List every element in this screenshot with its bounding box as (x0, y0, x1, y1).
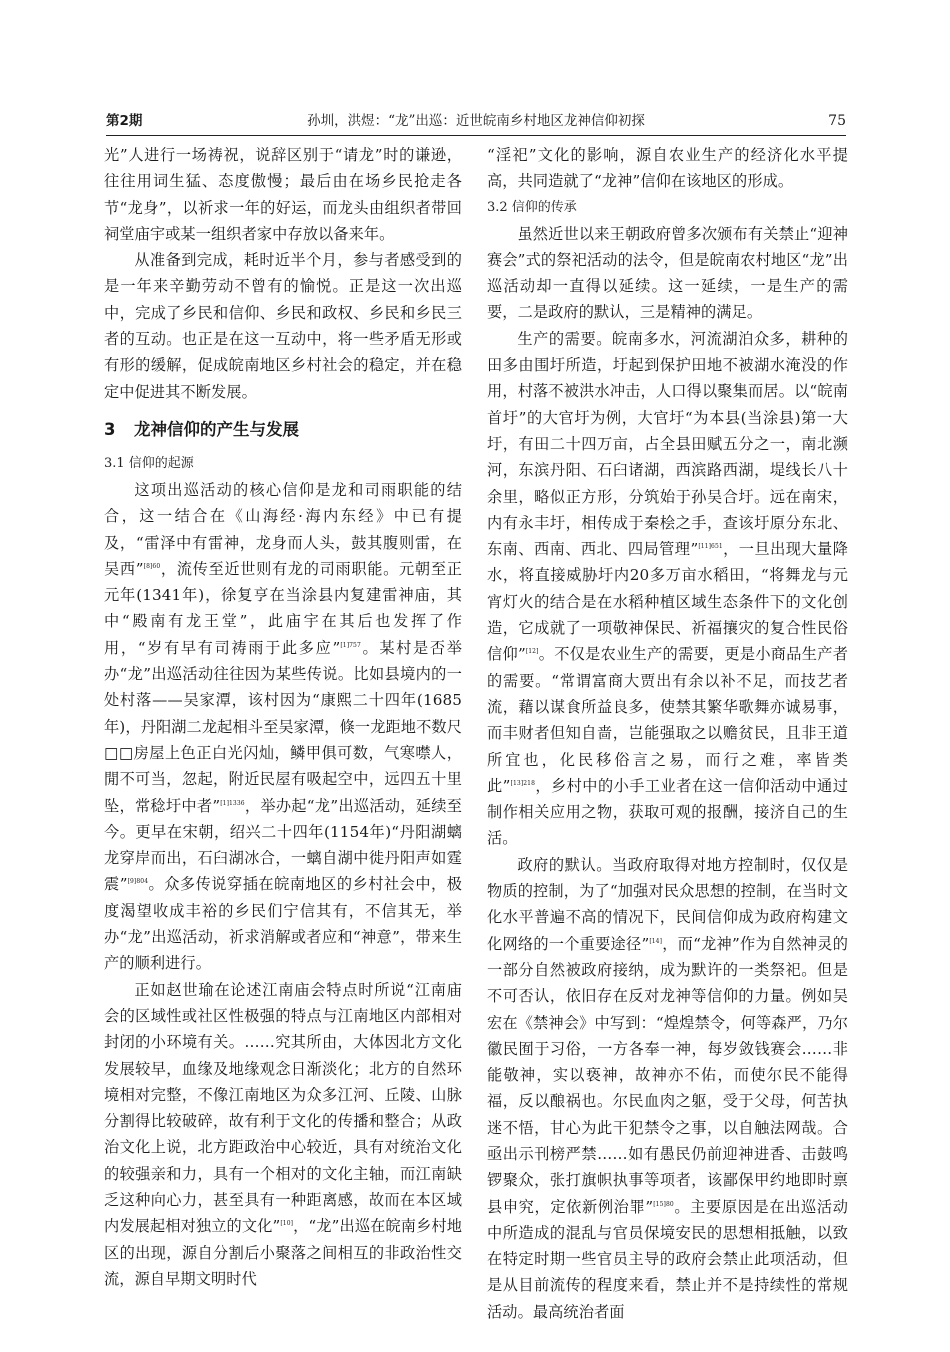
text-run: 。主要原因是在出巡活动中所造成的混乱与官员保境安民的思想相抵触，以致在特定时期一些官员主导的政府会禁止此项活动，但是从目前流传的程度来看，禁止并不是持续性的常规活动。最高统治者面 (487, 1197, 848, 1321)
text-run: ，“龙”出巡在皖南乡村地区的出现，源自分割后小聚落之间相互的非政治性交流，源自早期文明时代 (104, 1217, 463, 1288)
subsection-heading: 3.2 信仰的传承 (487, 199, 577, 215)
citation-ref: [12] (525, 648, 539, 656)
paragraph-continuation: “淫祀”文化的影响，源自农业生产的经济化水平提高，共同造就了“龙神”信仰在该地区的形成。 (487, 146, 848, 191)
citation-ref: [8]60 (143, 562, 161, 570)
text-run: 。众多传说穿插在皖南地区的乡村社会中，极度渴望收成丰裕的乡民们宁信其有，不信其无，举办“龙”出巡活动，祈求消解或者应和“神意”，带来生产的顺利进行。 (104, 875, 462, 973)
text-run: ，流传至近世则有龙的司雨职能。元朝至正元年(1341年)，徐复亨在当涂县内复建雷神庙，其中“殿南有龙王堂”，此庙宇在其后也发挥了作用，“岁有早有司祷雨于此多应” (104, 559, 462, 657)
citation-ref: [15]80 (653, 1200, 674, 1208)
left-column (104, 142, 462, 1292)
citation-ref: [13]218 (510, 779, 535, 787)
paragraph (487, 326, 848, 852)
running-title: 孙圳，洪煜：“龙”出巡：近世皖南乡村地区龙神信仰初探 (307, 113, 645, 129)
citation-ref: [10] (280, 1220, 294, 1228)
text-run: 。不仅是农业生产的需要，更是小商品生产者的需要。“常谓富商大贾出有余以补不足，而技艺者流，藉以谋食所益良多，使禁其繁华歌舞亦诚易事，而丰财者但知自啬，岂能强取之以赡贫民，且非王道所宜也，化民移俗言之易，而行之难，率皆类此” (487, 645, 848, 795)
text-run: ，而“龙神”作为自然神灵的一部分自然被政府接纳，成为默许的一类祭祀。但是不可否认，依旧存在反对龙神等信仰的力量。例如吴宏在《禁神会》中写到：“煌煌禁令，何等森严，乃尔徽民囿于习俗，一方各奉一神，每岁敛钱赛会……非能敬神，实以亵神，故神亦不佑，而使尔民不能得福，反以酿祸也。尔民血肉之躯，受于父母，何苦执迷不悟，甘心为此干犯禁令之事，以自触法网哉。合亟出示刊榜严禁……如有愚民仍前迎神进香、击鼓鸣锣聚众，张打旗帜执事等项者，该鄙保甲约地即时禀县申究，定依新例治罪” (487, 934, 848, 1216)
right-column (487, 142, 848, 1325)
paragraph (487, 852, 848, 1325)
page-header (106, 110, 846, 132)
paragraph-continuation: 光”人进行一场祷祝，说辞区别于“请龙”时的谦逊，往往用词生猛、态度傲慢；最后由在场乡民抢走各节“龙身”，以祈求一年的好运，而龙头由组织者带回祠堂庙宇或某一组织者家中存放以备来年。 (104, 146, 462, 243)
header-rule (106, 135, 846, 136)
text-run: 政府的默认。当政府取得对地方控制时，仅仅是物质的控制，为了“加强对民众思想的控制，在当时文化水平普遍不高的情况下，民间信仰成为政府构建文化网络的一个重要途径” (487, 855, 848, 953)
paragraph: 从准备到完成，耗时近半个月，参与者感受到的是一年来辛勤劳动不曾有的愉悦。正是这一次出巡中，完成了乡民和信仰、乡民和政权、乡民和乡民三者的互动。也正是在这一互动中，将一些矛盾无形或有形的缓解，促成皖南地区乡村社会的稳定，并在稳定中促进其不断发展。 (104, 251, 462, 401)
text-run: ，乡村中的小手工业者在这一信仰活动中通过制作相关应用之物，获取可观的报酬，接济自己的生活。 (487, 776, 848, 848)
citation-ref: [1]1336 (220, 799, 245, 807)
paragraph (104, 977, 462, 1293)
paragraph (104, 477, 462, 977)
text-run: ，一旦出现大量降水，将直接威胁圩内20多万亩水稻田，“将舞龙与元宵灯火的结合是在水稻种植区域生态条件下的文化创造，它成就了一项敬神保民、祈福攘灾的复合性民俗信仰” (487, 540, 848, 664)
page-number: 75 (828, 113, 846, 129)
citation-ref: [11]651 (698, 543, 723, 551)
text-run: 。某村是否举办“龙”出巡活动往往因为某些传说。比如县境内的一处村落——吴家潭，该村因为“康熙二十四年(1685年)，丹阳湖二龙起相斗至吴家潭，倏一龙距地不数尺□□房屋上色正白光闪灿，鳞甲俱可数，气寒噤人，閒不可当，忽起，附近民屋有吸起空中，远四五十里坠，常稔圩中者” (104, 638, 463, 815)
section-title: 龙神信仰的产生与发展 (134, 419, 299, 439)
citation-ref: [14] (649, 937, 663, 945)
subsection-heading: 3.1 信仰的起源 (104, 455, 194, 471)
issue-label: 第2期 (106, 113, 143, 129)
citation-ref: [9]804 (127, 878, 149, 886)
citation-ref: [1]757 (340, 641, 361, 649)
paragraph: 虽然近世以来王朝政府曾多次颁布有关禁止“迎神赛会”式的祭祀活动的法令，但是皖南农村地区“龙”出巡活动却一直得以延续。这一延续，一是生产的需要，二是政府的默认，三是精神的满足。 (487, 224, 848, 322)
section-heading (104, 409, 462, 451)
text-run: 这项出巡活动的核心信仰是龙和司雨职能的结合，这一结合在《山海经·海内东经》中已有提及，“雷泽中有雷神，龙身而人头，鼓其腹则雷，在吴西” (104, 480, 462, 578)
text-run: ，举办起“龙”出巡活动，延续至今。更早在宋朝，绍兴二十四年(1154年)“丹阳湖螭龙穿岸而出，石臼湖冰合，一螭自湖中徙丹阳声如霆震” (104, 796, 462, 894)
text-run: 正如赵世瑜在论述江南庙会特点时所说“江南庙会的区域性或社区性极强的特点与江南地区内部相对封闭的小环境有关。……究其所由，大体因北方文化发展较早，血缘及地缘观念日渐淡化；北方的自然环境相对完整，不像江南地区为众多江河、丘陵、山脉分割得比较破碎，故有利于文化的传播和整合；从政治文化上说，北方距政治中心较近，具有对统治文化的较强亲和力，具有一个相对的文化主轴，而江南缺乏这种向心力，甚至具有一种距离感，故而在本区域内发展起相对独立的文化” (104, 980, 462, 1236)
text-run: 生产的需要。皖南多水，河流湖泊众多，耕种的田多由围圩所造，圩起到保护田地不被湖水淹没的作用，村落不被洪水冲击，人口得以聚集而居。以“皖南首圩”的大官圩为例，大官圩“为本县(当涂县)第一大圩，有田二十四万亩，占全县田赋五分之一，南北濒河，东滨丹阳、石臼诸湖，西滨路西湖，堤线长八十余里，略似正方形，分筑始于孙吴合圩。远在南宋，内有永丰圩，相传成于秦桧之手，查该圩原分东北、东南、西南、西北、四局管理” (487, 329, 848, 559)
section-number: 3 (104, 419, 116, 439)
